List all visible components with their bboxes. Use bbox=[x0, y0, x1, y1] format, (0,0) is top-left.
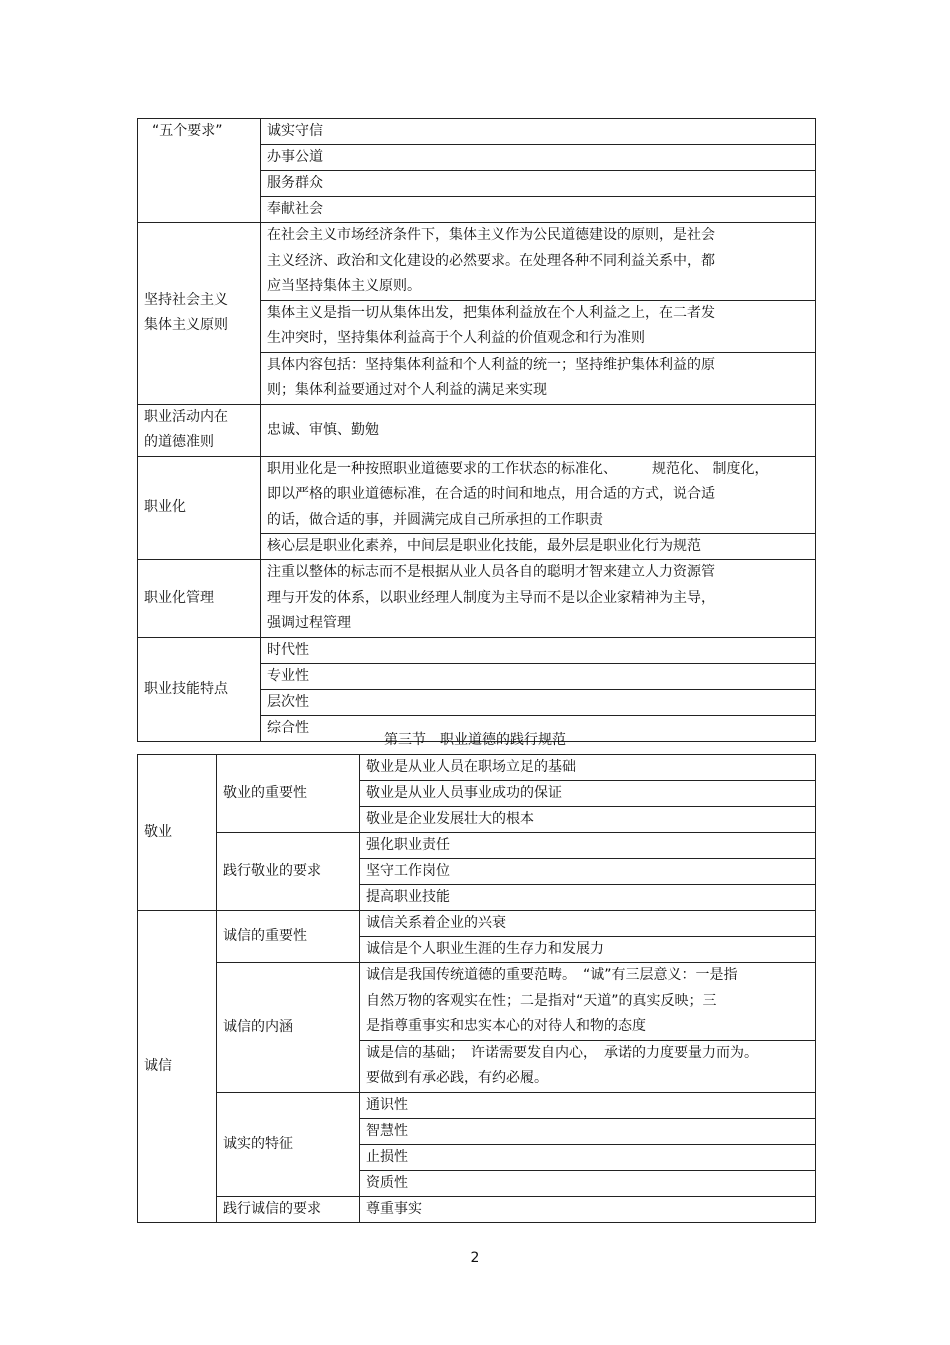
table-cell: 层次性 bbox=[261, 689, 816, 715]
row-label-moral-principles: 职业活动内在 的道德准则 bbox=[138, 404, 261, 456]
ethics-table-2 bbox=[137, 754, 816, 1223]
table-cell: 敬业是从业人员事业成功的保证 bbox=[360, 781, 816, 807]
row-label-skill-features: 职业技能特点 bbox=[138, 637, 261, 741]
row-label-dedication: 敬业 bbox=[138, 755, 217, 911]
table-cell: 忠诚、审慎、勤勉 bbox=[261, 404, 816, 456]
table-cell: 敬业是企业发展壮大的根本 bbox=[360, 807, 816, 833]
page-number: 2 bbox=[470, 1250, 480, 1266]
sub-label: 诚信的重要性 bbox=[217, 911, 360, 963]
table-cell: 提高职业技能 bbox=[360, 885, 816, 911]
table-cell: 专业性 bbox=[261, 663, 816, 689]
table-cell: 具体内容包括：坚持集体利益和个人利益的统一；坚持维护集体利益的原 则；集体利益要通过对个人利益的满足来实现 bbox=[261, 352, 816, 404]
table-cell: 诚信关系着企业的兴衰 bbox=[360, 911, 816, 937]
table-cell: 诚是信的基础； 许诺需要发自内心， 承诺的力度要量力而为。 要做到有承必践，有约必履。 bbox=[360, 1040, 816, 1092]
sub-label: 诚信的内涵 bbox=[217, 963, 360, 1093]
row-label-integrity: 诚信 bbox=[138, 911, 217, 1223]
table-cell: 注重以整体的标志而不是根据从业人员各自的聪明才智来建立人力资源管 理与开发的体系，以职业经理人制度为主导而不是以企业家精神为主导， 强调过程管理 bbox=[261, 560, 816, 638]
table-cell: 敬业是从业人员在职场立足的基础 bbox=[360, 755, 816, 781]
table-cell: 坚守工作岗位 bbox=[360, 859, 816, 885]
sub-label: 诚实的特征 bbox=[217, 1092, 360, 1196]
sub-label: 践行诚信的要求 bbox=[217, 1196, 360, 1222]
row-label-five-requirements: “五个要求” bbox=[138, 119, 261, 223]
table-cell: 职用业化是一种按照职业道德要求的工作状态的标准化、 规范化、 制度化， 即以严格的职业道德标准，在合适的时间和地点，用合适的方式，说合适 的话，做合适的事，并圆满完成自己所承担的工作职责 bbox=[261, 456, 816, 534]
table-cell: 资质性 bbox=[360, 1170, 816, 1196]
table-cell: 诚实守信 bbox=[261, 119, 816, 145]
table-cell: 集体主义是指一切从集体出发，把集体利益放在个人利益之上，在二者发 生冲突时，坚持集体利益高于个人利益的价值观念和行为准则 bbox=[261, 300, 816, 352]
table-cell: 强化职业责任 bbox=[360, 833, 816, 859]
table-cell: 止损性 bbox=[360, 1144, 816, 1170]
table-cell: 通识性 bbox=[360, 1092, 816, 1118]
table-cell: 服务群众 bbox=[261, 171, 816, 197]
table-cell: 在社会主义市场经济条件下，集体主义作为公民道德建设的原则，是社会 主义经济、政治和文化建设的必然要求。在处理各种不同利益关系中，都 应当坚持集体主义原则。 bbox=[261, 223, 816, 301]
table-cell: 尊重事实 bbox=[360, 1196, 816, 1222]
table-cell: 智慧性 bbox=[360, 1118, 816, 1144]
row-label-professionalization: 职业化 bbox=[138, 456, 261, 560]
sub-label: 敬业的重要性 bbox=[217, 755, 360, 833]
table-cell: 办事公道 bbox=[261, 145, 816, 171]
table-cell: 综合性 bbox=[261, 715, 816, 741]
ethics-table-1 bbox=[137, 118, 816, 742]
sub-label: 践行敬业的要求 bbox=[217, 833, 360, 911]
table-cell: 奉献社会 bbox=[261, 197, 816, 223]
row-label-professional-management: 职业化管理 bbox=[138, 560, 261, 638]
row-label-collectivism: 坚持社会主义 集体主义原则 bbox=[138, 223, 261, 405]
section-heading: 第三节 职业道德的践行规范 bbox=[384, 732, 566, 748]
table-cell: 时代性 bbox=[261, 637, 816, 663]
table-cell: 核心层是职业化素养，中间层是职业化技能，最外层是职业化行为规范 bbox=[261, 534, 816, 560]
table-cell: 诚信是我国传统道德的重要范畴。 “诚”有三层意义：一是指 自然万物的客观实在性；二是指对“天道”的真实反映；三 是指尊重事实和忠实本心的对待人和物的态度 bbox=[360, 963, 816, 1041]
table-cell: 诚信是个人职业生涯的生存力和发展力 bbox=[360, 937, 816, 963]
